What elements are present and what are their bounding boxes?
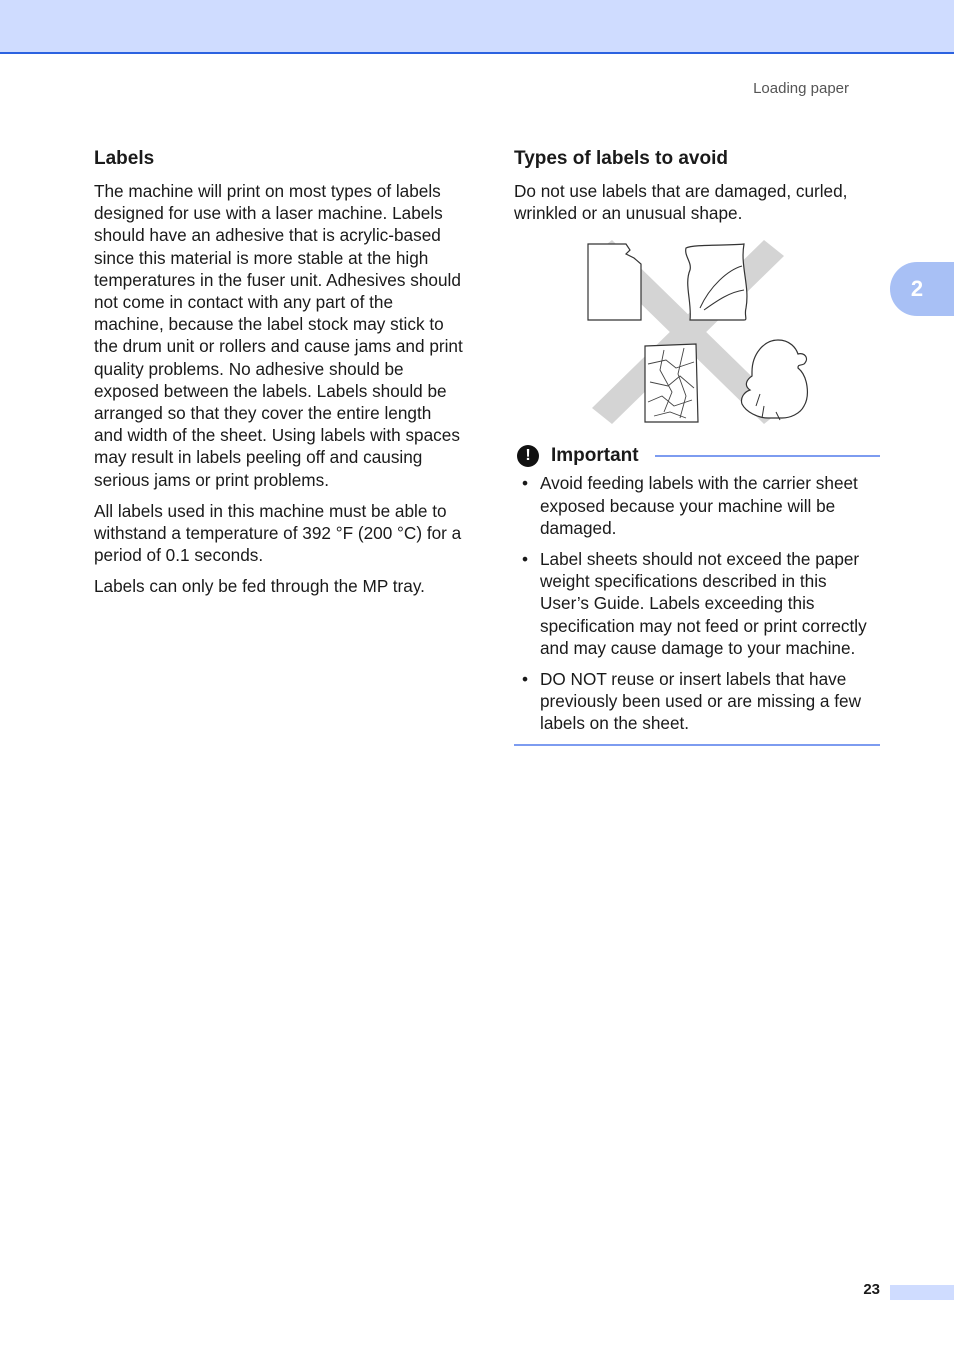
wrinkled-sheet-icon — [645, 344, 698, 422]
avoid-section — [514, 147, 880, 746]
important-list — [514, 472, 880, 734]
important-bottom-rule — [514, 744, 880, 746]
unusual-shape-icon — [741, 340, 807, 420]
bullet-icon: • — [522, 549, 529, 570]
important-title: Important — [551, 445, 639, 467]
header-band — [0, 0, 954, 54]
avoid-heading: Types of labels to avoid — [514, 148, 728, 169]
running-header: Loading paper — [753, 80, 849, 97]
important-top-rule — [655, 455, 880, 457]
important-item-3: DO NOT reuse or insert labels that have previously been used or are missing a few labels on the sheet. — [540, 669, 861, 734]
list-item — [514, 668, 880, 735]
footer-bar — [890, 1285, 954, 1300]
important-item-1: Avoid feeding labels with the carrier sheet exposed because your machine will be damaged. — [540, 473, 858, 538]
important-header — [514, 442, 880, 470]
labels-paragraph-1: The machine will print on most types of labels designed for use with a laser machine. Labels should have an adhesive that is acrylic-based since this material is more stable at the high temperatures in the fuser unit. Adhesives should not come in contact with any part of the machine, because the label stock may stick to the drum unit or rollers and cause jams and print quality problems. No adhesive should be exposed between the labels. Labels should be arranged so that they cover the entire length and width of the sheet. Using labels with spaces may result in labels peeling off and causing serious jams or print problems. — [94, 181, 463, 490]
curled-sheet-icon — [686, 244, 747, 320]
list-item — [514, 548, 880, 659]
chapter-tab: 2 — [890, 262, 954, 316]
bullet-icon: • — [522, 669, 529, 690]
important-notice — [514, 442, 880, 745]
bad-labels-svg — [514, 236, 880, 436]
bad-labels-illustration — [514, 236, 880, 436]
labels-section — [94, 147, 464, 607]
list-item — [514, 472, 880, 539]
exclamation-icon: ! — [517, 445, 539, 467]
page-number: 23 — [863, 1281, 880, 1298]
labels-heading: Labels — [94, 148, 155, 169]
avoid-intro: Do not use labels that are damaged, curled, wrinkled or an unusual shape. — [514, 181, 848, 224]
bullet-icon: • — [522, 473, 529, 494]
labels-paragraph-2: All labels used in this machine must be able to withstand a temperature of 392 °F (200 °C) for a period of 0.1 seconds. — [94, 500, 462, 566]
important-item-2: Label sheets should not exceed the paper weight specifications described in this User’s Guide. Labels exceeding this specification may not feed or print correctly and may cause damage to your machine. — [540, 549, 867, 658]
labels-paragraph-3: Labels can only be fed through the MP tray. — [94, 576, 425, 597]
damaged-sheet-icon — [588, 244, 641, 320]
